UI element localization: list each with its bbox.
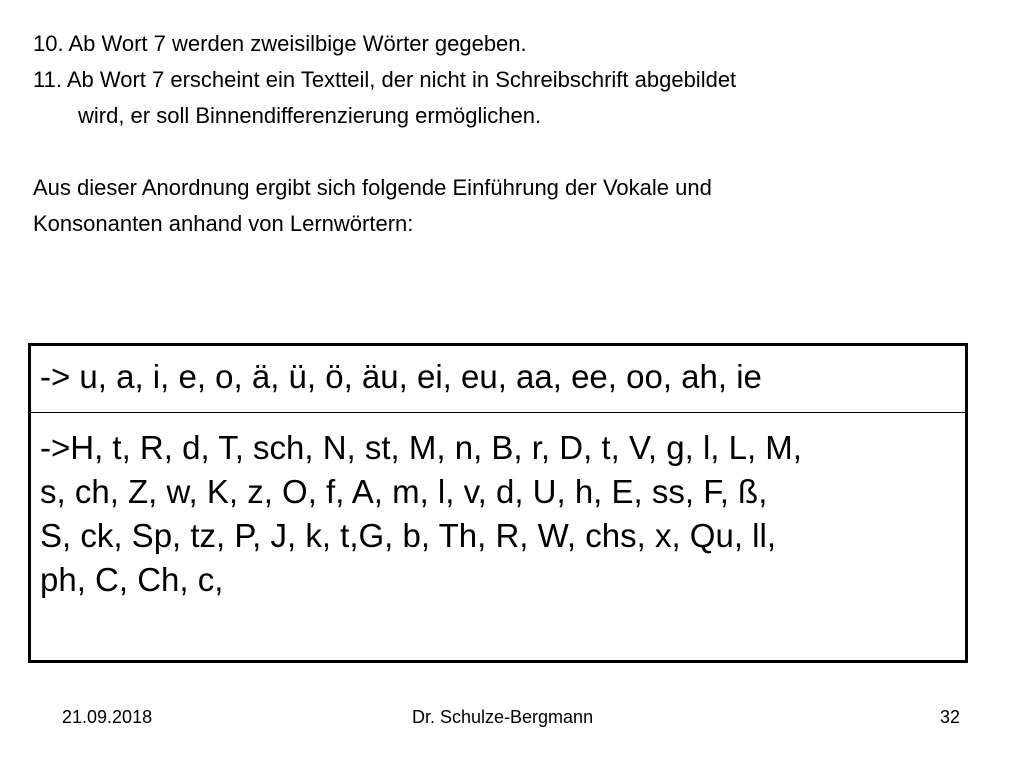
consonants-row (31, 413, 965, 602)
footer-date: 21.09.2018 (62, 707, 153, 727)
consonants-line-3: S, ck, Sp, tz, P, J, k, t,G, b, Th, R, W, chs, x, Qu, ll, (40, 517, 776, 554)
footer-author: Dr. Schulze-Bergmann (412, 707, 594, 727)
list-item-11: 11. Ab Wort 7 erscheint ein Textteil, der nicht in Schreibschrift abgebildet (33, 67, 737, 92)
consonants-line-4: ph, C, Ch, c, (40, 561, 224, 598)
spacer (33, 134, 993, 170)
paragraph-line-1: Aus dieser Anordnung ergibt sich folgende Einführung der Vokale und (33, 175, 712, 200)
slide-body (33, 26, 993, 242)
vowels-row: -> u, a, i, e, o, ä, ü, ö, äu, ei, eu, aa, ee, oo, ah, ie (31, 346, 965, 413)
consonants-line-2: s, ch, Z, w, K, z, O, f, A, m, l, v, d, U, h, E, ss, F, ß, (40, 473, 768, 510)
footer-page-number: 32 (940, 707, 961, 727)
letter-order-table (28, 343, 968, 663)
list-item-10: 10. Ab Wort 7 werden zweisilbige Wörter gegeben. (33, 31, 527, 56)
paragraph-line-2: Konsonanten anhand von Lernwörtern: (33, 211, 414, 236)
consonants-line-1: ->H, t, R, d, T, sch, N, st, M, n, B, r, D, t, V, g, l, L, M, (40, 429, 802, 466)
list-item-11-continuation: wird, er soll Binnendifferenzierung ermöglichen. (78, 103, 542, 128)
